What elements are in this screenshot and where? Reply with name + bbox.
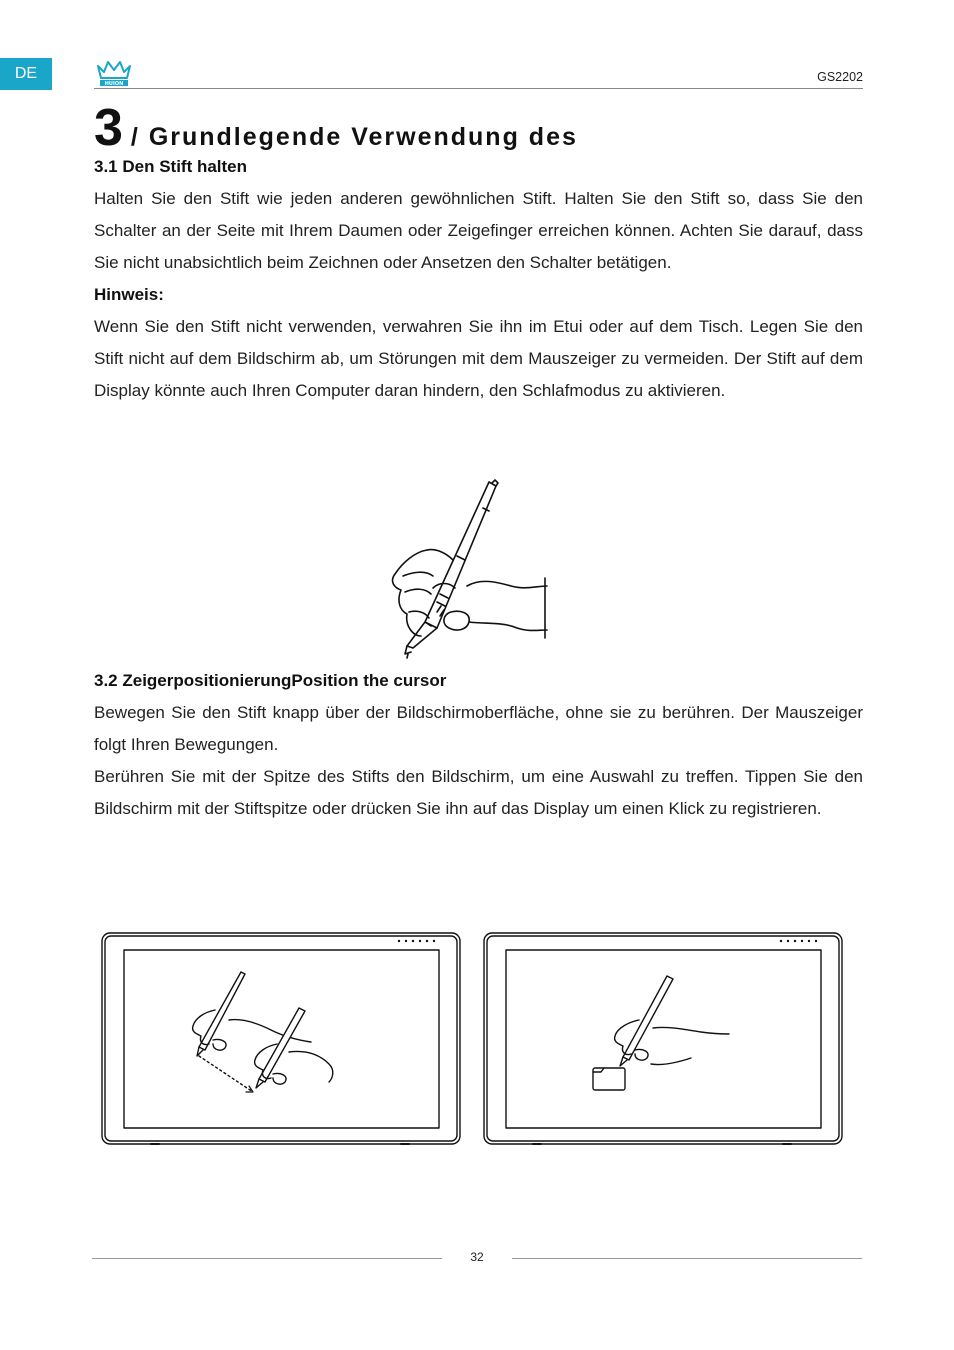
header-divider xyxy=(94,88,863,89)
paragraph: Berühren Sie mit der Spitze des Stifts den Bildschirm, um eine Auswahl zu treffen. Tippen Sie den Bildschirm mit der Stiftspitze oder drücken Sie ihn auf das Display um einen Klick zu registrieren. xyxy=(94,767,863,818)
model-name: GS2202 xyxy=(817,70,863,84)
hand-holding-pen-illustration xyxy=(385,478,550,660)
language-tab: DE xyxy=(0,58,52,90)
note-paragraph: Wenn Sie den Stift nicht verwenden, verwahren Sie ihn im Etui oder auf dem Tisch. Legen Sie den Stift nicht auf dem Bildschirm ab, um Störungen mit dem Mauszeiger zu vermeiden. Der Stift auf dem Display könnte auch Ihren Computer daran hindern, den Schlafmodus zu aktivieren. xyxy=(94,317,863,400)
chapter-heading xyxy=(94,99,578,157)
tablet-tap-click-illustration xyxy=(483,932,843,1147)
section-heading: 3.1 Den Stift halten xyxy=(94,157,248,176)
note-label: Hinweis: xyxy=(94,285,164,304)
section-3-1 xyxy=(94,151,863,407)
footer-divider-left xyxy=(92,1258,442,1259)
svg-text:HUION: HUION xyxy=(104,81,124,87)
chapter-number: 3 xyxy=(94,99,123,157)
paragraph: Bewegen Sie den Stift knapp über der Bildschirmoberfläche, ohne sie zu berühren. Der Mauszeiger folgt Ihren Bewegungen. xyxy=(94,703,863,754)
section-3-2 xyxy=(94,665,863,825)
paragraph: Halten Sie den Stift wie jeden anderen gewöhnlichen Stift. Halten Sie den Stift so, dass Sie den Schalter an der Seite mit Ihrem Daumen oder Zeigefinger erreichen können. Achten Sie darauf, dass Sie nicht unabsichtlich beim Zeichnen oder Ansetzen den Schalter betätigen. xyxy=(94,189,863,272)
chapter-title: / Grundlegende Verwendung des xyxy=(130,123,578,151)
section-heading: 3.2 ZeigerpositionierungPosition the cursor xyxy=(94,671,447,690)
tablet-hover-move-illustration xyxy=(101,932,461,1147)
huion-logo xyxy=(94,56,134,88)
footer-divider-right xyxy=(512,1258,862,1259)
page-number: 32 xyxy=(470,1250,484,1264)
